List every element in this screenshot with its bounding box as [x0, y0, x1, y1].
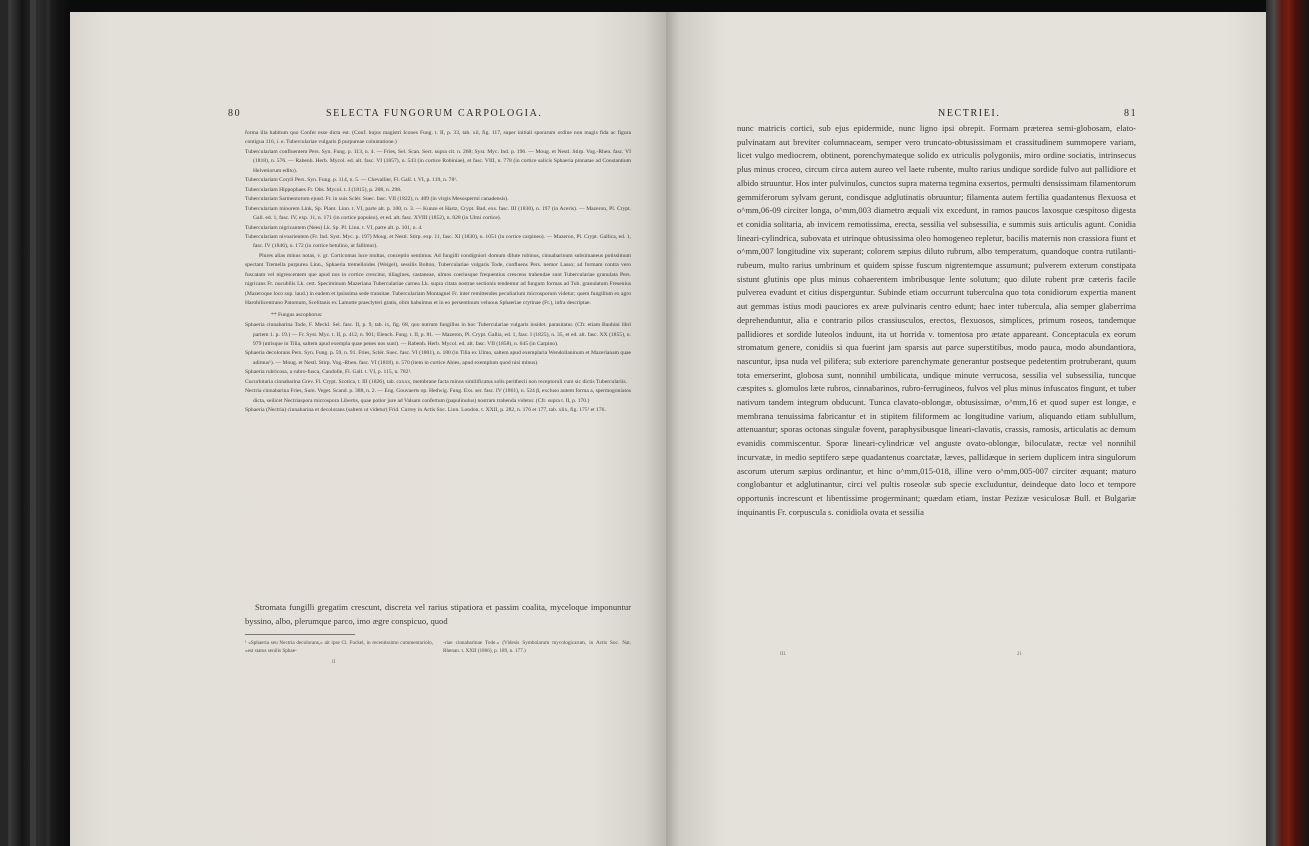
- right-main-text: [737, 122, 1136, 519]
- synonymy-entry: Nectria cinnabarina Fries, Sum. Veget. Scand. p. 388, n. 2. — Eng. Gouvaerts op. Hedwig. Fung. Exs. ser. fasc. IV (1861), n. 524 β, excluso autem forma a, spermogoniatos dicta, seilicet Nectriaspora microspora Libertis, quae potior jure ad Valsam confertum (papulinulus) nostram trahenda videtur. (Cfr. supra t. II, p. 170.): [245, 388, 631, 404]
- synonymy-entry: Tuberculariam Sarmentorum ejusd. Fr. in suis Sclér. Suec. fasc. VII (1822), n. 409 (in virgis Mesospermi canadensis).: [245, 196, 509, 203]
- footnote: -riae cinnabarinae Tode.» (Videsis Symbolarum mycologicarum, in Actis Soc. Nat. Rhenan. t. XXII (1866), p. 189, n. 177.): [443, 640, 631, 655]
- book-edge-strip: [0, 0, 8, 846]
- left-main-text: [245, 601, 631, 628]
- synonymy-entry: Sphaeria cinnabarina Tode, F. Meckl. Sel. fasc. II, p. 9, tab. ix, fig. 68, quo nutrum fungillus in hoc Tuberculariae vulgaris insidet. parasitatur. (Cfr. etiam Bauhini libri partem 1. p. 19.) — Fr. Syst. Myc. t. II, p. 412, n. 901; Elench. Fung. t. II, p. 81. — Mazeron, Pl. Crypt. Gallia, ed. 1, fasc. I (1825), n. 35, et ed. alt. fasc. XX (1855), n. 979 (utrisque in Tilia, saltem apud exempla quae penes nos sunt). — Rabenh. Herb. Mycol. ed. alt. fasc. VII (1858), n. 645 (in Carpino).: [245, 322, 631, 347]
- synonymy-entry: Tuberculariam nigricantem (Nees) Lk. Sp. Pl. Linn. t. VI, parte alt. p. 101, n. 4.: [245, 224, 423, 231]
- left-footnotes: [245, 630, 631, 656]
- signature-mark: II: [332, 660, 336, 665]
- footnote-rule: [245, 634, 355, 635]
- synonymy-entry: Tuberculariam minorem Link, Sp. Plant. Linn. t. VI, parte alt. p. 100, n. 3. — Kunze et Hartz, Crypt. Bad. exs. fasc. III (1830), n. 197 (in Aceris). — Mazeron, Pl. Crypt. Gall. ed. 1, fasc. IV, exp. 11, n. 171 (in cortice populeo), et ed. alt. fasc. XVIII (1852), n. 828 (in Ulmi cortice).: [245, 205, 631, 222]
- paragraph: forma illa habitum quo Confer esse dicta est. (Conf. hujus magistri Icones Fung. t. II, p. 33, tab. xii, fig. 117, super initiali sporarum ordine non magis fida ac figura contigua 116, i. e. Tuberculariae vulgaris β purpureae coluntatione.): [245, 130, 631, 146]
- synonymy-entry: Tuberculariam Hippophaes Fr. Obs. Mycol. t. I (1815), p. 208, n. 298.: [245, 186, 402, 193]
- footnote: ¹ «Sphaeria seu Nectria decolorans,» ait ipse Cl. Fuckel, in recentissimo commentariolo, «est status senilis Sphae-: [245, 640, 433, 655]
- synonymy-entry: Tuberculariam confluentem Pers. Syn. Fung. p. 113, n. 4. — Fries, Sel. Scan. Sect. supra cit. n. 268; Syst. Myc. Ind. p. 196. — Moug. et Nestl. Stirp. Vog.-Rhen. fasc. VI (1818), n. 576. — Rabenh. Herb. Mycol. ed. alt. fasc. VI (1857), n. 543 (in cortice Robiniae), et fasc. VIII, n. 778 (in cortice salicis Sphaeria pinnatae ad Constantium Helvetiorum edito).: [245, 148, 631, 174]
- synonymy-entry: Tuberculariam nivoarientem (Fr. Ind. Syst. Myc. p. 197) Moug. et Nestl. Stirp. exp. 11, fasc. XI (1830), n. 1051 (in cortice carpineo). — Mazeron, Pl. Crypt. Gallica, ed. 1, fasc. IV (1846), n. 172 (in cortice betulino, ut fallimur).: [245, 233, 631, 250]
- running-head-right: NECTRIEI.: [938, 108, 1001, 119]
- fungus-ascophorus-heading: ** Fungus ascophorus:: [271, 311, 323, 318]
- left-page: [70, 12, 666, 846]
- book-edge-strip: [46, 0, 50, 846]
- synonymy-entry: Sphaeria (Nectria) cinnabarina et decolorans (saltem ut videtur) Frid. Currey in Actis Soc. Linn. London. t. XXII, p. 282, n. 176 et 177, tab. xlix, fig. 175¹ et 176.: [245, 407, 606, 414]
- book-cover-edge: [1266, 0, 1309, 846]
- page-number-right: 81: [1124, 108, 1138, 119]
- synonymy-entry: Tuberculariam Coryli Pers. Syn. Fung. p. 114, n. 5. — Chevallier, Fl. Gall. t. VI, p. 119, n. 78¹.: [245, 177, 458, 184]
- running-head-left: SELECTA FUNGORUM CARPOLOGIA.: [326, 108, 543, 119]
- book-edge-strip: [30, 0, 36, 846]
- left-small-text-block: [245, 129, 631, 416]
- page-number-left: 80: [228, 108, 242, 119]
- synonymy-entry: Cucurbitaria cinnabarina Grev. Fl. Crypt. Scotica, t. III (1826), tab. cxxxx, membrane facta minus similificatus solis perithecii non receptoruli cum sic dictis Tuberculariis.: [245, 378, 627, 385]
- synonymy-entry: Sphaeria rubricosa, a rubro-fusca, Candolle, Fl. Gall. t. VI, p. 115, n. 782¹.: [245, 369, 412, 376]
- commentary-paragraph: Plures alias minus notas, v. gr. Corticomas luce multas, conceptio sentimus. Ad fungilli condigniori domum dilute rubinus, cinnabarinum subsimaneus potissimum spectant Tremella purpurea Linn., Sphaeria tremelloides (Weigel), sessilis Bolton, Tuberculariae vulgaris Tode, confluens Pers. nemor Lasso; ad formam contra vero fuscatam vel nigrescentem que apud nos in cortice crescitur, tiliagines, castaneae, ulmos coeriusque frequentius crescens trahendae sunt Tuberculariae granulata Pers. nigricans Fr. nucubilis Lk. cett. Speciminum Mazeriana Tuberculariae carnea Lk. supra citata nostrae sectionis tendentur ad fungum formas ad Tub. granulatum Fresenius (Mazeroque loco sup. laud.) in eadem et ipsissima sede transitae. Tuberculariam Montagnei Fr. inter remittendes peculiarium microsporum videtur; quem fungillum ex agro Harobilicentrano Patomum, Scelitanis ex Lamotte praeclyteri gratis, olim habuimus et in eo persentinum veluous Sphaeriae crytinae (Fr.), infra descriptae.: [245, 252, 631, 307]
- right-page: [666, 12, 1266, 846]
- main-paragraph: Stromata fungilli gregatim crescunt, discreta vel rarius stipatiora et passim coalita, myceloque imponuntur byssino, albo, plerumque parco, imo ægre conspicuo, quod: [245, 602, 631, 626]
- signature-mark: 21: [1017, 652, 1022, 657]
- synonymy-entry: Sphaeria decolorans Pers. Syn. Fung. p. 59, n. 91. Fries, Sclér. Suec. fasc. VI (1801), n. 180 (in Tilia ex Ulmo, saltem apud exemplaria Wendollaninum et Mazerianam quae adimus¹). — Moug. et Nestl. Stirp. Vog.-Rhen. fasc. VI (1818), n. 570 (item in cortice Abies, apud exemplum quod nisi minus).: [245, 350, 631, 366]
- signature-mark: III.: [780, 652, 787, 657]
- main-paragraph: nunc matricis cortici, sub ejus epidermide, nunc ligno ipsi obrepit. Formam præterea semi-globosam, elato-pulvinatam aut breviter columnaceam, semper vero truncato-obtusissimam et crassitudinem summopere variam, licet vulgo mediocrem, obtinent, porenchymateque solido ex utriculis polygoniis, miro ordine sociatis, intrinsecus plus minus croceo, circum circa autem aureo vel laete rubente, multo rarius undique sordide fulvo aut pallidiore et albido struuntur. Hos inter pulvinulos, cunctos supra materna tegmina exsertos, permulti densissimam filamentorum gemmiferorum sylvam gerunt, condisque adglutinatis obruuntur; filamenta autem fertilia quadantenus flexuosa et o^mm,06-09 circiter longa, o^mm,003 diametro æquali vix excedunt, in ramos paucos laxosque cæspitoso digesta et conidia solitaria, ab invicem remotissima, erecta, sessilia vel subsessilia, e summis suis articulis agunt. Conidia lineari-cylindrica, subovata et utrinque obtusissima oleo homogeneo repletur, bacilis maternis non crassiora fiunt et o^mm,007 longitudine vix superant; colorem sæpius diluto rubrum, albo temperatum, quandoque contra rutilanti-rubeum, multo rarius umbrinum et quidem spisse fuscum nigrentemque assumunt; pulverem exterum constipata sistunt glutinis ope plus minus cohaerentem imbribusque lente solutum; quo dilute rubent præ cæteris facile pulverea evadunt et citius disperguntur. Subinde etiam occurrunt tuberculna quo tota conidiorum expertia manent aut gemmas istius modi pauciores ex areæ pulvinaris centro edunt; haec inter tubercula, alia semper glaberrima deprehenduntur, alia e contrario pilos crassiusculos, erectos, flexuosos, simplices, primum roseos, tandemque pallidiores et sordide luteolos induunt, ita ut horrida v. tomentosa pro ætate appareant. Conceptacula ex eorum stromatum genere, conidiis si qua fuerint jam sparsis aut parce superstitibus, modo pauca, modo abundantiora, nascuntur, ipsa nuda vel pilifera; sub exteriore parenchymate generantur postseque pedetentim protruberant, quum tota emerserint, globosa sunt, nonnihil umbilicata, undique minute verrucosa, sessilia vel subsessilia, tuncque cæspites s. glomulos læte rubros, cinnabarinos, rubro-ferrugineos, fulvos vel plus minus infuscatos fingunt, et tuber nativum tandem integrum obducunt. Tunca clavato-oblongæ, obtusissimæ, o^mm,16 et quod super est longæ, e membrana tenuissima fabricantur et in stipitem filiformem ac longitudine varium, aliquando etiam sublullum, attenuantur; sporas octonas singulæ fovent, paraphysibusque lineari-clavatis, crassis, ramosis, articulatis ac demum evanidis commiscentur. Sporæ lineari-cylindricæ vel anguste ovato-oblongæ, biloculatæ, rectæ vel nonnihil incurvatæ, in medio septifero sæpe quadantenus coarctatæ, læves, pallidæque in seriem duplicem intra singulorum ascorum uterum sæpius ordinantur, et hinc o^mm,015-018, illine vero o^mm,005-007 circiter æquant; maturo conglobantur et adglutinantur, circi vel pultis roseolæ sub specie excluduntur, deindeque dato loco et tempore opportunis increscunt et libentissime progerminant; quædam etiam, instar Pezizæ vesiculosæ Bull. et Bulgariæ inquinantis Fr. corpuscula s. conidiola ovata et sessilia: [737, 123, 1136, 517]
